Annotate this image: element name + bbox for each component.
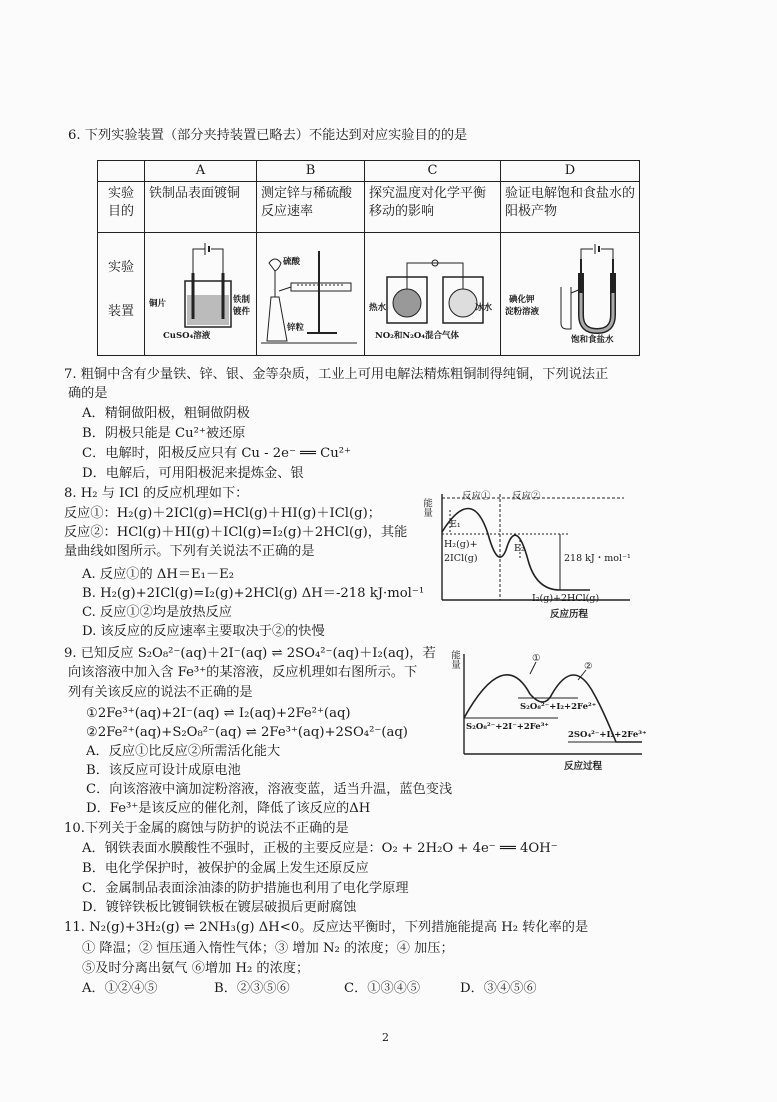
q8-option-a: A. 反应①的 ΔH＝E₁－E₂ [82,567,235,582]
q9-option-c: C．向该溶液中滴加淀粉溶液，溶液变蓝，适当升温，蓝色变浅 [86,782,453,797]
q7-option-d: D．电解后，可用阳极泥来提炼金、银 [82,466,304,481]
q10-option-c: C．金属制品表面涂油漆的防护措施也利用了电化学原理 [82,881,409,896]
q8-reaction-2: 反应②：HCl(g)＋HI(g)＋ICl(g)=I₂(g)＋2HCl(g)，其能 [64,525,408,540]
q6-table [97,160,640,356]
q9-stem-3: 列有关该反应的说法不正确的是 [68,685,253,700]
q10-option-d: D．镀锌铁板比镀铜铁板在镀层破损后更耐腐蚀 [82,900,357,915]
purpose-c: 探究温度对化学平衡移动的影响 [365,181,501,232]
apparatus-b: 硫酸 锌粒 [257,232,365,355]
apparatus-c: 热水 冰水 NO₂和N₂O₄混合气体 [365,232,501,355]
q9-equation-2: ②2Fe²⁺(aq)+S₂O₈²⁻(aq) ⇌ 2Fe³⁺(aq)+2SO₄²⁻(aq) [86,725,408,740]
reaction-rate-diagram [257,233,365,355]
q9-stem-2: 向该溶液中加入含 Fe³⁺的某溶液，反应机理如右图所示。下 [68,665,418,680]
col-header-b: B [257,161,365,182]
apparatus-a: 铜片 铁制 镀件 CuSO₄溶液 [145,232,257,355]
q7-stem-1: 7. 粗铜中含有少量铁、锌、银、金等杂质，工业上可用电解法精炼粗铜制得纯铜，下列说法正 [64,367,609,382]
q11-option-d: D．③④⑤⑥ [460,981,537,996]
q8-reaction-1: 反应①：H₂(g)＋2ICl(g)=HCl(g)＋HI(g)＋ICl(g)； [64,506,381,521]
q9-equation-1: ①2Fe³⁺(aq)+2I⁻(aq) ⇌ I₂(aq)+2Fe²⁺(aq) [86,706,351,721]
col-header-a: A [145,161,257,182]
q11-list-2: ⑤及时分离出氨气 ⑥增加 H₂ 的浓度； [82,961,310,976]
q9-option-d: D．Fe³⁺是该反应的催化剂，降低了该反应的ΔH [86,801,371,816]
q9-option-b: B．该反应可设计成原电池 [86,763,241,778]
q10-option-a: A．钢铁表面水膜酸性不强时，正极的主要反应是：O₂ + 2H₂O + 4e⁻ ══ 4OH⁻ [82,841,558,856]
q7-stem-2: 确的是 [68,386,108,401]
q8-option-b: B. H₂(g)+2ICl(g)=I₂(g)+2HCl(g) ΔH＝-218 kJ·mol⁻¹ [82,586,425,601]
q11-list-1: ① 降温；② 恒压通入惰性气体；③ 增加 N₂ 的浓度；④ 加压； [82,941,454,956]
q9-stem-1: 9. 已知反应 S₂O₈²⁻(aq)＋2I⁻(aq) ⇌ 2SO₄²⁻(aq)＋I₂(aq)，若 [64,646,436,661]
q10-option-b: B．电化学保护时，被保护的金属上发生还原反应 [82,861,369,876]
q11-option-a: A．①②④⑤ [82,981,158,996]
q8-stem-3: 量曲线如图所示。下列有关说法不正确的是 [64,544,315,559]
q11-stem: 11. N₂(g)+3H₂(g) ⇌ 2NH₃(g) ΔH<0。反应达平衡时，下列措施能提高 H₂ 转化率的是 [64,920,589,935]
q8-option-c: C. 反应①②均是放热反应 [82,605,232,620]
row-label-purpose: 实验 目的 [98,181,145,232]
q11-option-b: B．②③⑤⑥ [214,981,290,996]
q7-option-a: A．精铜做阳极，粗铜做阴极 [82,406,250,421]
q6-stem: 6. 下列实验装置（部分夹持装置已略去）不能达到对应实验目的的是 [68,128,468,143]
q9-energy-curve [448,650,648,780]
row-label-apparatus: 实验 装置 [98,232,145,355]
purpose-d: 验证电解饱和食盐水的阳极产物 [501,181,640,232]
q8-option-d: D. 该反应的反应速率主要取决于②的快慢 [82,624,325,639]
q9-energy-figure: 能量 ① ② S₂O₈²⁻+I₂+2Fe²⁺ S₂O₈²⁻+2I⁻+2Fe³⁺ 2SO₄²⁻+I₂+2Fe³⁺ 反应过程 [448,650,648,780]
col-header-c: C [365,161,501,182]
q7-option-c: C．电解时，阳极反应只有 Cu - 2e⁻ ══ Cu²⁺ [82,446,352,461]
page-number: 2 [382,1031,389,1044]
apparatus-d: 碘化钾 淀粉溶液 饱和食盐水 [501,232,640,355]
q7-option-b: B．阴极只能是 Cu²⁺被还原 [82,426,246,441]
purpose-a: 铁制品表面镀铜 [145,181,257,232]
q11-option-c: C．①③④⑤ [344,981,421,996]
q9-option-a: A．反应①比反应②所需活化能大 [86,744,281,759]
col-header-d: D [501,161,640,182]
purpose-b: 测定锌与稀硫酸反应速率 [257,181,365,232]
q8-energy-figure: 能量 反应① 反应② E₁ E₂ H₂(g)+ 2ICl(g) 218 kJ・mol⁻¹ I₂(g)+2HCl(g) 反应历程 [420,490,640,625]
q8-stem: 8. H₂ 与 ICl 的反应机理如下： [64,486,249,501]
q10-stem: 10.下列关于金属的腐蚀与防护的说法不正确的是 [64,821,349,836]
